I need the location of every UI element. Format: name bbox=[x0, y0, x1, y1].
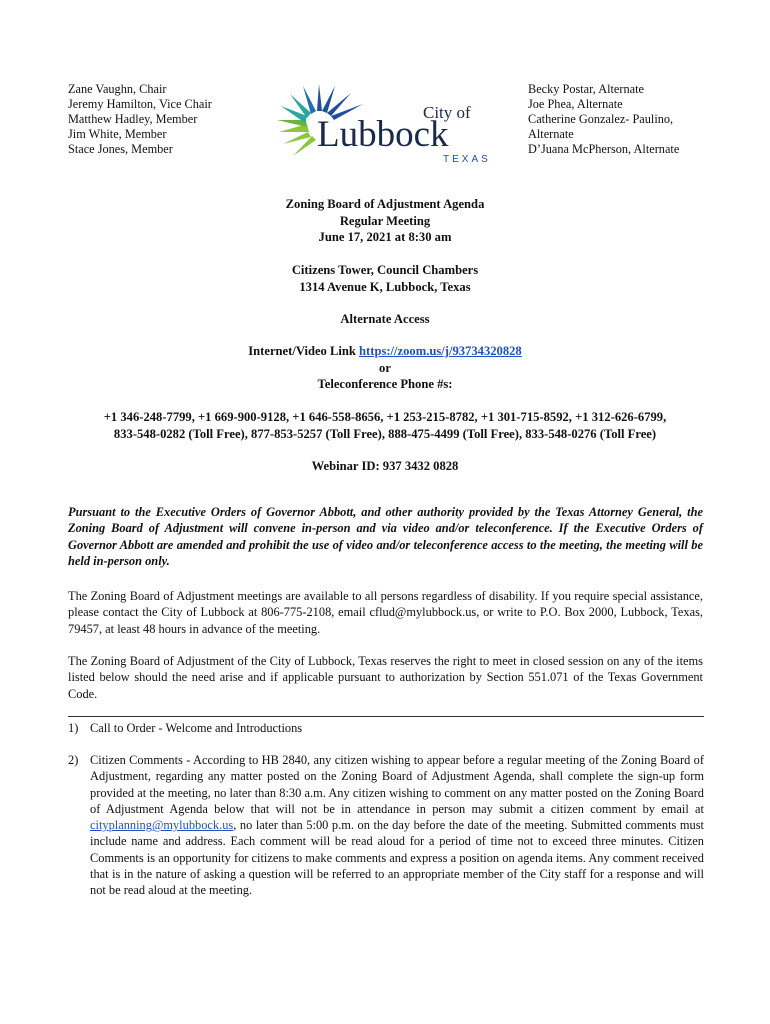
citizen-comments-text: Citizen Comments - According to HB 2840, any citizen wishing to appear before a regular meeting of the Zoning Board of Adjustment, regarding any matter posted on the Zoning Board of Adjustment Agenda, shall complete the sign-up form provided at the meeting, no later than 8:30 a.m. Any citizen wishing to comment on any matter posted on the Zoning Board of Adjustment Agenda below that will not be in attendance in person may submit a citizen comment by email at bbox=[90, 753, 704, 816]
closed-session-paragraph: The Zoning Board of Adjustment of the City of Lubbock, Texas reserves the right to meet in closed session on any of the items listed below should the need arise and if applicable pursuant to authorization by Section 551.071 of the Texas Government Code. bbox=[68, 654, 703, 701]
member-name: Alternate bbox=[528, 127, 574, 141]
member-name: Jim White, Member bbox=[68, 127, 167, 141]
svg-text:City of: City of bbox=[423, 103, 471, 122]
executive-orders-notice: Pursuant to the Executive Orders of Governor Abbott, and other authority provided by the Texas Attorney General, the Zoning Board of Adjustment will convene in-person and via video and/or teleconference. If the Executive Orders of Governor Abbott are amended and prohibit the use of video and/or teleconference access to the meeting, the meeting will be held in-person only. bbox=[68, 505, 703, 568]
member-name: Joe Phea, Alternate bbox=[528, 97, 623, 111]
agenda-title-block bbox=[0, 196, 770, 246]
video-link-label: Internet/Video Link bbox=[248, 344, 360, 358]
agenda-item-text: Call to Order - Welcome and Introductions bbox=[90, 721, 303, 735]
cityplanning-email-link[interactable]: cityplanning@mylubbock.us bbox=[90, 818, 234, 833]
phone-label: Teleconference Phone #s: bbox=[317, 377, 453, 391]
remote-access-block bbox=[0, 343, 770, 393]
member-name: Jeremy Hamilton, Vice Chair bbox=[68, 97, 212, 111]
zoom-link[interactable]: https://zoom.us/j/93734320828 bbox=[359, 344, 522, 358]
webinar-id: Webinar ID: 937 3432 0828 bbox=[311, 459, 459, 473]
phone-numbers-line: +1 346-248-7799, +1 669-900-9128, +1 646-558-8656, +1 253-215-8782, +1 301-715-8592, +1 312-626-6799, bbox=[103, 410, 667, 424]
member-name: Zane Vaughn, Chair bbox=[68, 82, 167, 96]
or-text: or bbox=[379, 360, 391, 375]
member-name: Stace Jones, Member bbox=[68, 142, 173, 156]
video-link-line bbox=[0, 343, 770, 360]
meeting-date-time: June 17, 2021 at 8:30 am bbox=[318, 230, 452, 244]
location-line: Citizens Tower, Council Chambers bbox=[291, 263, 479, 277]
citizen-comments-text: , no later than 5:00 p.m. on the day before the date of the meeting. Submitted comments must include name and address. Each comment will be read aloud for a period of time not to exceed three minutes. Citizen Comments is an opportunity for citizens to make comments and express a position on agenda items. Any comment received that is in the nature of asking a question will be referred to an appropriate member of the City staff for a response and will not be read aloud at the meeting. bbox=[90, 818, 704, 898]
member-name: Matthew Hadley, Member bbox=[68, 112, 198, 126]
phone-numbers bbox=[0, 409, 770, 442]
member-name: D’Juana McPherson, Alternate bbox=[528, 142, 680, 156]
logo-sunburst-icon bbox=[273, 82, 503, 166]
location-line: 1314 Avenue K, Lubbock, Texas bbox=[299, 279, 471, 294]
section-divider bbox=[68, 716, 704, 717]
agenda-item bbox=[68, 752, 704, 899]
agenda-item-number: 1) bbox=[68, 721, 79, 735]
agenda-item-text bbox=[90, 752, 704, 899]
meeting-type: Regular Meeting bbox=[339, 213, 431, 228]
member-name: Catherine Gonzalez- Paulino, bbox=[528, 112, 674, 126]
city-of-lubbock-logo bbox=[273, 82, 503, 166]
accessibility-paragraph: The Zoning Board of Adjustment meetings are available to all persons regardless of disability. If you require special assistance, please contact the City of Lubbock at 806-775-2108, email cflud@mylubbock.us, or write to P.O. Box 2000, Lubbock, Texas, 79457, at least 48 hours in advance of the meeting. bbox=[68, 589, 703, 636]
phone-numbers-line: 833-548-0282 (Toll Free), 877-853-5257 (Toll Free), 888-475-4499 (Toll Free), 833-548-0276 (Toll Free) bbox=[113, 426, 657, 441]
svg-text:Lubbock: Lubbock bbox=[317, 114, 449, 155]
agenda-item-number: 2) bbox=[68, 753, 79, 767]
board-members-left bbox=[68, 82, 212, 157]
board-members-right bbox=[528, 82, 728, 157]
alternate-access-heading: Alternate Access bbox=[340, 312, 430, 326]
agenda-title: Zoning Board of Adjustment Agenda bbox=[285, 197, 485, 211]
member-name: Becky Postar, Alternate bbox=[528, 82, 644, 96]
agenda-item bbox=[68, 720, 704, 736]
meeting-location bbox=[0, 262, 770, 295]
svg-text:TEXAS: TEXAS bbox=[443, 154, 491, 165]
